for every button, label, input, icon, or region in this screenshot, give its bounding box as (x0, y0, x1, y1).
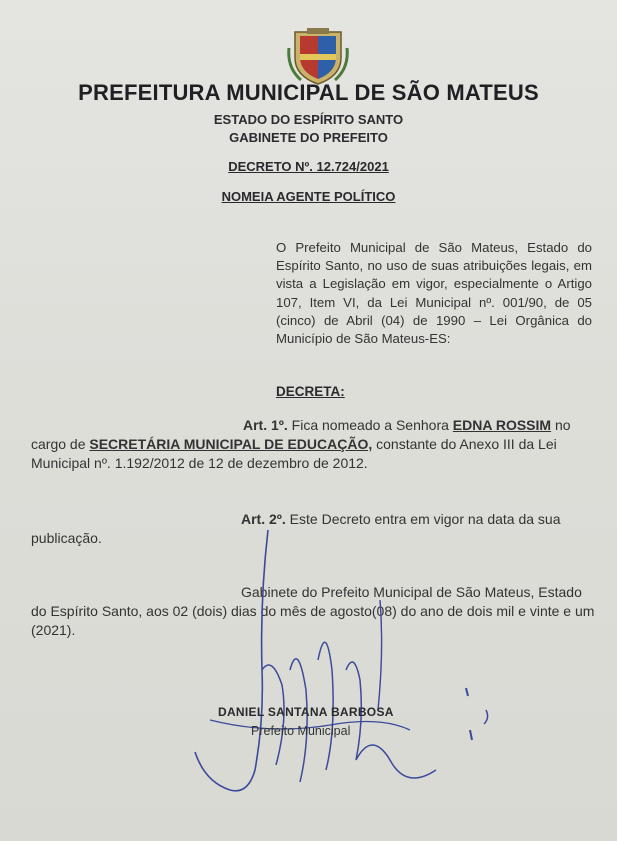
state-line: ESTADO DO ESPÍRITO SANTO (213, 112, 404, 127)
article-2-text: Este Decreto entra em vigor na data da sua publicação. (31, 511, 561, 546)
document-title: PREFEITURA MUNICIPAL DE SÃO MATEUS (78, 80, 539, 105)
article-1-text-c: constante do Anexo III da Lei Municipal nº. 1.192/2012 de 12 de dezembro de 2012. (31, 436, 557, 471)
closing-text: Gabinete do Prefeito Municipal de São Mateus, Estado do Espírito Santo, aos 02 (dois) dias do mês de agosto(08) do ano de dois mil e vinte e um (2021). (31, 584, 595, 638)
article-1-label: Art. 1º. (243, 417, 288, 433)
decreta-heading: DECRETA: (276, 384, 345, 399)
municipal-crest-icon (287, 28, 349, 86)
appointee-name: EDNA ROSSIM (452, 417, 552, 433)
article-1 (31, 416, 597, 473)
closing-paragraph (31, 583, 597, 640)
article-2 (31, 510, 597, 548)
article-1-text-a: Fica nomeado a Senhora (287, 417, 453, 433)
decree-subject: NOMEIA AGENTE POLÍTICO (221, 189, 396, 204)
decree-number: DECRETO Nº. 12.724/2021 (228, 159, 389, 174)
handwritten-signature (150, 520, 510, 820)
article-1-text-b: no cargo de (31, 417, 571, 452)
signatory-name: DANIEL SANTANA BARBOSA (218, 705, 394, 719)
article-2-label: Art. 2º. (241, 511, 286, 527)
signatory-role: Prefeito Municipal (251, 724, 351, 738)
office-line: GABINETE DO PREFEITO (229, 130, 388, 145)
appointed-position: SECRETÁRIA MUNICIPAL DE EDUCAÇÃO, (89, 436, 373, 452)
preamble-paragraph: O Prefeito Municipal de São Mateus, Estado do Espírito Santo, no uso de suas atribuições legais, em vista a Legislação em vigor, especialmente o Artigo 107, Item VI, da Lei Municipal nº. 001/90, de 05 (cinco) de Abril (04) de 1990 – Lei Orgânica do Município de São Mateus-ES: (276, 240, 592, 347)
